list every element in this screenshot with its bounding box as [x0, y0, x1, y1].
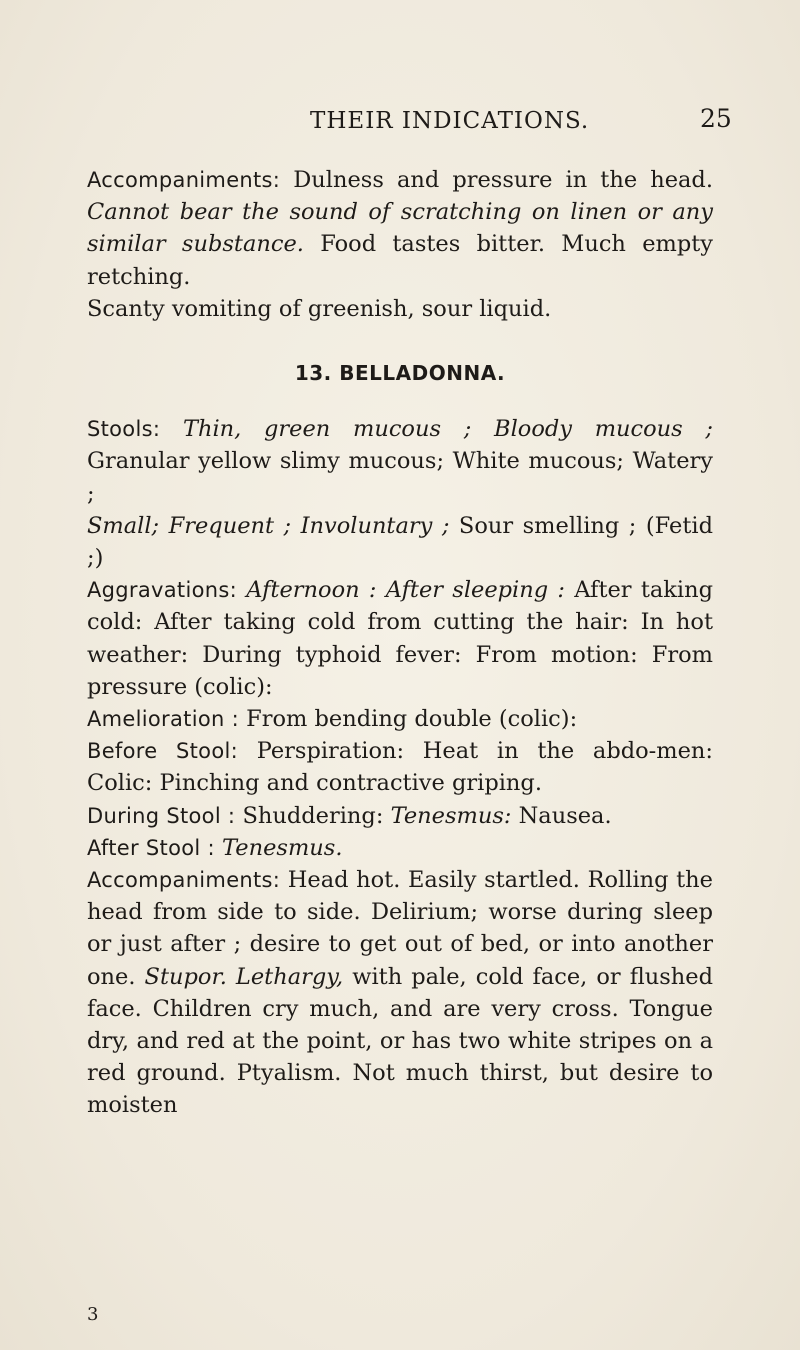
accompaniments-text-2: Food tastes bitter. Much empty retching. — [87, 231, 714, 290]
before-stool-paragraph — [87, 735, 713, 799]
accompaniments-text-1: Dulness and pressure in the head. — [280, 167, 713, 193]
aggravations-italic: Afternoon : After sleeping : — [236, 577, 565, 604]
page-number: 25 — [700, 104, 732, 133]
page-body — [87, 164, 713, 1122]
aggravations-text: After taking cold: After taking cold from cutting the hair: In hot weather: During typhoid fever: From motion: From pressure (colic): — [87, 577, 714, 700]
aggravations-paragraph — [87, 574, 713, 703]
stools-text-1: Granular yellow slimy mucous; White mucous; Watery ; — [87, 448, 713, 507]
accompaniments-paragraph — [87, 164, 713, 293]
stools-label: Stools: — [87, 417, 161, 442]
accompaniments-b-text-1: Head hot. Easily startled. Rolling the head from side to side. Delirium; worse during sleep or just after ; desire to get out of bed, or into another one. — [87, 867, 713, 990]
stools-text-2: Sour smelling ; (Fetid ;) — [87, 512, 713, 572]
accompaniments-label: Accompaniments: — [87, 168, 281, 192]
stools-italic-1: Thin, green mucous ; Bloody mucous ; — [182, 416, 714, 443]
signature-mark: 3 — [87, 1304, 99, 1325]
during-stool-label: During Stool : — [87, 803, 236, 828]
stools-paragraph — [87, 413, 713, 574]
stools-space — [160, 416, 183, 442]
during-stool-text-2: Nausea. — [511, 802, 612, 829]
accompaniments-b-italic: Stupor. Lethargy, — [144, 963, 344, 990]
before-stool-label: Before Stool: — [87, 739, 238, 764]
accompaniments-b-text-3: t much thirst, but desire to moisten — [87, 1060, 713, 1119]
accompaniments-b-text-2: with pale, cold face, or flushed face. Children cry much, and are very cross. Tongue dry, and red at the point, or has two white stripes on a red ground. Ptyalism. No — [87, 963, 713, 1087]
stools-italic-2: Small; Frequent ; Involuntary ; — [87, 512, 450, 539]
amelioration-text: From bending double (colic): — [238, 706, 578, 733]
amelioration-label: Amelioration : — [87, 707, 239, 732]
accompaniments-italic: Cannot bear the sound of scratching on linen or any similar substance. — [87, 199, 713, 258]
accompaniments-b-paragraph — [87, 864, 713, 1122]
scanty-vomiting-line: Scanty vomiting of greenish, sour liquid. — [87, 295, 552, 322]
during-stool-text-1: Shuddering: — [235, 802, 391, 829]
during-stool-italic: Tenesmus: — [390, 802, 512, 829]
accompaniments-b-label: Accompaniments: — [87, 868, 281, 893]
running-head: THEIR INDICATIONS. — [310, 108, 590, 134]
after-stool-italic: Tenesmus. — [214, 834, 343, 861]
during-stool-paragraph — [87, 800, 713, 832]
after-stool-paragraph — [87, 832, 713, 864]
before-stool-text: Perspiration: Heat in the abdo-men: Colic: Pinching and contractive griping. — [87, 738, 713, 797]
aggravations-label: Aggravations: — [87, 578, 237, 603]
remedy-heading: 13. BELLADONNA. — [294, 361, 506, 386]
after-stool-label: After Stool : — [87, 835, 215, 860]
amelioration-paragraph — [87, 703, 713, 735]
